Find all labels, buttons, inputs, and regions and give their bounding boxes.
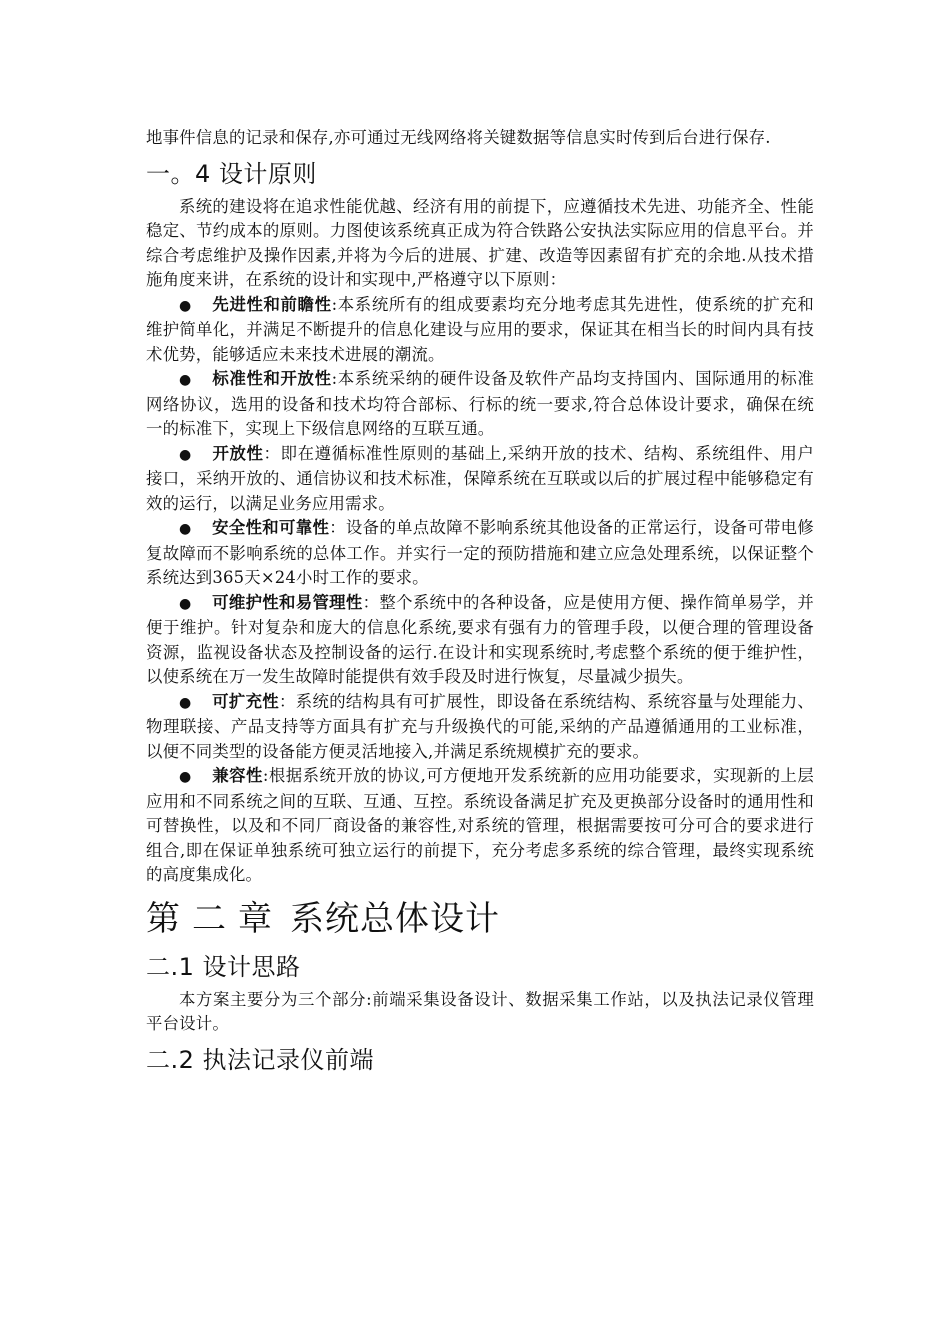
principle-item-standard [146,367,814,442]
principle-item-security [146,516,814,591]
principle-item-extensibility [146,690,814,765]
principle-item-maintainability [146,591,814,690]
bullet-icon: ● [179,372,192,388]
bullet-icon: ● [179,769,192,785]
principle-text: 即在遵循标准性原则的基础上,采纳开放的技术、结构、系统组件、用户接口，采纳开放的、通信协议和技术标准，保障系统在互联或以后的扩展过程中能够稳定有效的运行，以满足业务应用需求。 [146,443,815,513]
section-2-1-heading: 二.1 设计思路 [146,952,301,981]
principle-text: 系统的结构具有可扩展性，即设备在系统结构、系统容量与处理能力、物理联接、产品支持等方面具有扩充与升级换代的可能,采纳的产品遵循通用的工业标准，以便不同类型的设备能方便灵活地接入,并满足系统规模扩充的要求。 [146,691,815,761]
document-page [146,126,814,1081]
principle-text: 本系统采纳的硬件设备及软件产品均支持国内、国际通用的标准网络协议，选用的设备和技术均符合部标、行标的统一要求,符合总体设计要求，确保在统一的标准下，实现上下级信息网络的互联互通。 [146,369,814,438]
principle-term: 安全性和可靠性 [212,518,330,537]
bullet-icon: ● [179,521,192,537]
principle-text: 本系统所有的组成要素均充分地考虑其先进性，使系统的扩充和维护简单化，并满足不断提升的信息化建设与应用的要求，保证其在相当长的时间内具有技术优势，能够适应未来技术进展的潮流。 [146,294,814,364]
principle-separator: : [331,369,338,388]
principle-separator: ： [362,592,380,612]
intro-continuation-paragraph: 地事件信息的记录和保存,亦可通过无线网络将关键数据等信息实时传到后台进行保存. [146,128,771,147]
principle-term: 开放性 [212,443,264,463]
principle-text: 根据系统开放的协议,可方便地开发系统新的应用功能要求，实现新的上层应用和不同系统之间的互联、互通、互控。系统设备满足扩充及更换部分设备时的通用性和可替换性，以及和不同厂商设备的兼容性,对系统的管理，根据需要按可分可合的要求进行组合,即在保证单独系统可独立运行的前提下，充分考虑多系统的综合管理，最终实现系统的高度集成化。 [146,766,814,884]
bullet-icon: ● [179,595,192,612]
principle-text: 设备的单点故障不影响系统其他设备的正常运行，设备可带电修复故障而不影响系统的总体工作。并实行一定的预防措施和建立应急处理系统，以保证整个系统达到365天×24小时工作的要求。 [146,518,814,587]
principle-separator: ： [263,443,281,463]
principle-term: 可维护性和易管理性 [212,592,363,612]
principle-separator: ： [279,691,296,711]
principle-term: 先进性和前瞻性 [212,294,332,314]
principle-item-advanced [146,293,814,368]
chapter-number: 第二章 [146,898,284,939]
principle-separator: : [331,294,338,314]
section-2-2-heading: 二.2 执法记录仪前端 [146,1045,375,1074]
principle-term: 可扩充性 [212,691,280,711]
design-approach-paragraph: 本方案主要分为三个部分:前端采集设备设计、数据采集工作站，以及执法记录仪管理平台设计。 [146,989,814,1033]
principle-text: 整个系统中的各种设备，应是使用方便、操作简单易学，并便于维护。针对复杂和庞大的信息化系统,要求有强有力的管理手段，以便合理的管理设备资源，监视设备状态及控制设备的运行.在设计和实现系统时,考虑整个系统的便于维护性，以使系统在万一发生故障时能提供有效手段及时进行恢复，尽量减少损失。 [146,592,815,686]
principle-separator: : [262,766,269,785]
bullet-icon: ● [179,297,192,314]
principle-item-compatibility [146,764,814,888]
principle-term: 标准性和开放性 [212,369,332,388]
chapter-2-heading [146,894,814,944]
design-principles-intro-paragraph: 系统的建设将在追求性能优越、经济有用的前提下，应遵循技术先进、功能齐全、性能稳定、节约成本的原则。力图使该系统真正成为符合铁路公安执法实际应用的信息平台。并综合考虑维护及操作因素,并将为今后的进展、扩建、改造等因素留有扩充的余地.从技术措施角度来讲，在系统的设计和实现中,严格遵守以下原则： [146,196,814,289]
chapter-title: 系统总体设计 [290,898,500,939]
principle-term: 兼容性 [212,766,263,785]
principle-item-openness [146,442,814,517]
principle-separator: ： [329,518,346,537]
bullet-icon: ● [179,694,192,711]
section-1-4-heading: 一。4 设计原则 [146,159,317,188]
bullet-icon: ● [179,446,192,463]
